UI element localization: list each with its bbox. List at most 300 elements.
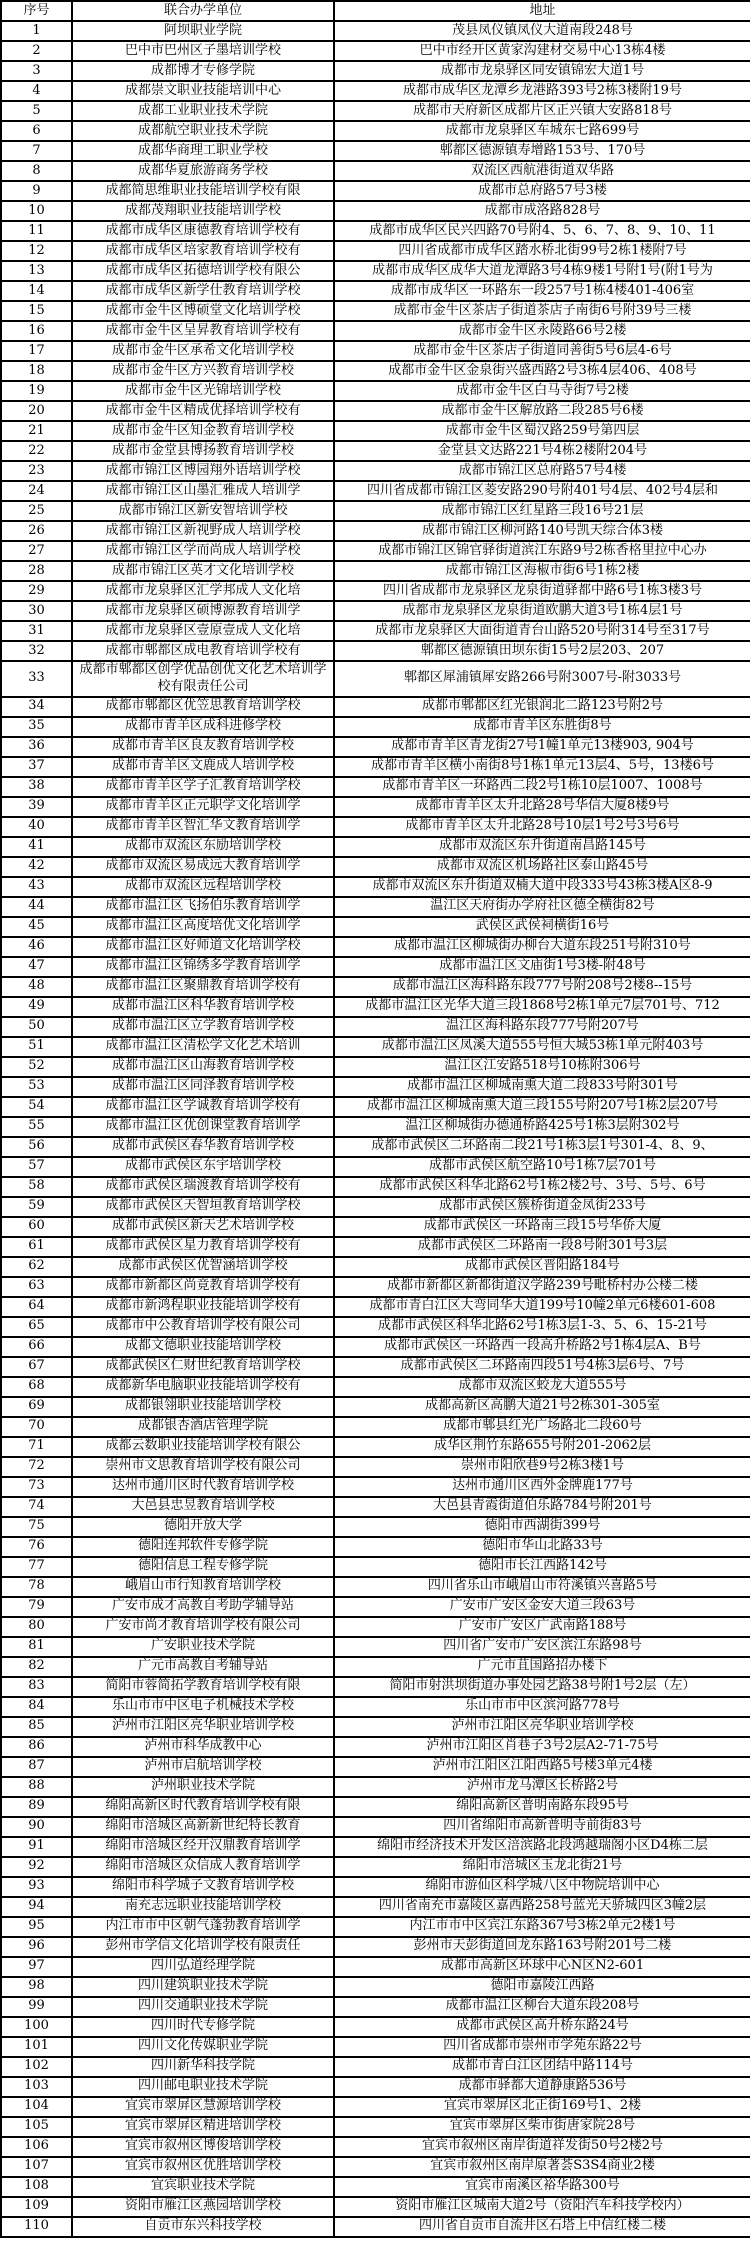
address-cell: 内江市市中区宾江东路367号3栋2单元2楼1号	[334, 1917, 750, 1937]
row-number-cell: 75	[1, 1517, 72, 1537]
address-cell: 彭州市天彭街道回龙东路163号附201号二楼	[334, 1937, 750, 1957]
row-number-cell: 100	[1, 2017, 72, 2037]
address-cell: 成都市温江区凤溪大道555号恒大城53栋1单元附403号	[334, 1037, 750, 1057]
table-row	[1, 181, 750, 201]
table-row	[1, 1577, 750, 1597]
address-cell: 郫都区德源镇寿增路153号、170号	[334, 141, 750, 161]
row-number-cell: 106	[1, 2137, 72, 2157]
school-name-cell: 成都市温江区学诚教育培训学校有	[72, 1097, 334, 1117]
school-name-cell: 彭州市学信文化培训学校有限责任	[72, 1937, 334, 1957]
table-row	[1, 1537, 750, 1557]
row-number-cell: 89	[1, 1797, 72, 1817]
table-row	[1, 897, 750, 917]
address-cell: 成都市青白江区团结中路114号	[334, 2057, 750, 2077]
table-row	[1, 321, 750, 341]
address-cell: 成都市青白江区大弯同华大道199号10幢2单元6楼601-608	[334, 1297, 750, 1317]
school-name-cell: 成都银翎职业技能培训学校	[72, 1397, 334, 1417]
table-row	[1, 2117, 750, 2137]
row-number-cell: 28	[1, 561, 72, 581]
school-name-cell: 成都市龙泉驿区汇学邦成人文化培	[72, 581, 334, 601]
school-name-cell: 德阳连邦软件专修学院	[72, 1537, 334, 1557]
table-row	[1, 2217, 750, 2237]
school-name-cell: 成都武侯区仁财世纪教育培训学校	[72, 1357, 334, 1377]
school-name-cell: 成都市金堂县博扬教育培训学校	[72, 441, 334, 461]
school-name-cell: 成都市温江区高度培优文化培训学	[72, 917, 334, 937]
table-row	[1, 1197, 750, 1217]
table-row	[1, 1237, 750, 1257]
row-number-cell: 79	[1, 1597, 72, 1617]
row-number-cell: 12	[1, 241, 72, 261]
address-cell: 广安市广安区金安大道三段63号	[334, 1597, 750, 1617]
school-name-cell: 阿坝职业学院	[72, 21, 334, 41]
address-cell: 成华区荆竹东路655号附201-2062层	[334, 1437, 750, 1457]
row-number-cell: 46	[1, 937, 72, 957]
school-name-cell: 成都市武侯区优智涵培训学校	[72, 1257, 334, 1277]
school-name-cell: 成都简思维职业技能培训学校有限	[72, 181, 334, 201]
table-row	[1, 201, 750, 221]
row-number-cell: 98	[1, 1977, 72, 1997]
address-cell: 成都市锦江区海椒市街6号1栋2楼	[334, 561, 750, 581]
school-name-cell: 泸州市江阳区亮华职业培训学校	[72, 1717, 334, 1737]
address-cell: 双流区西航港街道双华路	[334, 161, 750, 181]
school-name-cell: 成都市成华区培家教育培训学校有	[72, 241, 334, 261]
row-number-cell: 5	[1, 101, 72, 121]
school-name-cell: 成都市锦江区新安智培训学校	[72, 501, 334, 521]
table-row	[1, 837, 750, 857]
address-cell: 成都市龙泉驿区龙泉街道欧鹏大道3号1栋4层1号	[334, 601, 750, 621]
table-row	[1, 2017, 750, 2037]
school-name-cell: 四川交通职业技术学院	[72, 1997, 334, 2017]
address-cell: 成都市双流区东升街道南昌路145号	[334, 837, 750, 857]
school-name-cell: 成都银杏酒店管理学院	[72, 1417, 334, 1437]
table-row	[1, 817, 750, 837]
school-name-cell: 资阳市雁江区燕园培训学校	[72, 2197, 334, 2217]
address-cell: 成都市金牛区茶店子街道同善街5号6层4-6号	[334, 341, 750, 361]
table-row	[1, 1517, 750, 1537]
table-row	[1, 937, 750, 957]
row-number-cell: 77	[1, 1557, 72, 1577]
address-cell: 广安市广安区广武南路188号	[334, 1617, 750, 1637]
row-number-cell: 17	[1, 341, 72, 361]
row-number-cell: 1	[1, 21, 72, 41]
table-row	[1, 1057, 750, 1077]
address-cell: 四川省绵阳市高新普明寺前街83号	[334, 1817, 750, 1837]
row-number-cell: 23	[1, 461, 72, 481]
table-row	[1, 1177, 750, 1197]
table-row	[1, 1437, 750, 1457]
address-cell: 四川省南充市嘉陵区嘉西路258号蓝光天骄城四区3幢2层	[334, 1897, 750, 1917]
address-cell: 泸州市龙马潭区长桥路2号	[334, 1777, 750, 1797]
table-row	[1, 2097, 750, 2117]
row-number-cell: 70	[1, 1417, 72, 1437]
address-cell: 巴中市经开区黄家沟建材交易中心13栋4楼	[334, 41, 750, 61]
row-number-cell: 74	[1, 1497, 72, 1517]
table-row	[1, 221, 750, 241]
row-number-cell: 69	[1, 1397, 72, 1417]
row-number-cell: 76	[1, 1537, 72, 1557]
row-number-cell: 88	[1, 1777, 72, 1797]
row-number-cell: 43	[1, 877, 72, 897]
address-cell: 德阳市西湖街399号	[334, 1517, 750, 1537]
address-cell: 成都市双流区蛟龙大道555号	[334, 1377, 750, 1397]
address-cell: 成都市郫县红光广场路北二段60号	[334, 1417, 750, 1437]
address-cell: 宜宾市叙州区南岸街道祥发街50号2楼2号	[334, 2137, 750, 2157]
table-row	[1, 161, 750, 181]
school-name-cell: 绵阳市涪城区经开汉鼎教育培训学	[72, 1837, 334, 1857]
school-name-cell: 成都市新都区尚竟教育培训学校有	[72, 1277, 334, 1297]
table-row	[1, 1137, 750, 1157]
school-name-cell: 成都市温江区同泽教育培训学校	[72, 1077, 334, 1097]
school-name-cell: 成都市中公教育培训学校有限公司	[72, 1317, 334, 1337]
address-cell: 成都市青羊区横小南街8号1栋1单元13层4、5号，13楼6号	[334, 757, 750, 777]
row-number-cell: 99	[1, 1997, 72, 2017]
address-cell: 成都市温江区柳台大道东段208号	[334, 1997, 750, 2017]
table-row	[1, 361, 750, 381]
school-name-cell: 成都文德职业技能培训学校	[72, 1337, 334, 1357]
table-row	[1, 1417, 750, 1437]
school-name-cell: 成都市龙泉驿区硕博源教育培训学	[72, 601, 334, 621]
school-name-cell: 成都市温江区科华教育培训学校	[72, 997, 334, 1017]
table-row	[1, 1297, 750, 1317]
address-cell: 成都市青羊区东胜街8号	[334, 717, 750, 737]
school-name-cell: 绵阳市科学城子文教育培训学校	[72, 1877, 334, 1897]
row-number-cell: 6	[1, 121, 72, 141]
row-number-cell: 103	[1, 2077, 72, 2097]
row-number-cell: 15	[1, 301, 72, 321]
school-name-cell: 宜宾市叙州区博俊培训学校	[72, 2137, 334, 2157]
school-name-cell: 大邑县忠昱教育培训学校	[72, 1497, 334, 1517]
school-name-cell: 成都市金牛区知金教育培训学校	[72, 421, 334, 441]
table-row	[1, 1597, 750, 1617]
table-row	[1, 1957, 750, 1977]
table-row	[1, 2137, 750, 2157]
school-name-cell: 泸州市启航培训学校	[72, 1757, 334, 1777]
address-cell: 成都市武侯区二环路南四段51号4栋3层6号、7号	[334, 1357, 750, 1377]
school-name-cell: 成都市锦江区新视野成人培训学校	[72, 521, 334, 541]
table-row	[1, 917, 750, 937]
row-number-cell: 105	[1, 2117, 72, 2137]
school-name-cell: 成都市双流区易成远大教育培训学	[72, 857, 334, 877]
row-number-cell: 59	[1, 1197, 72, 1217]
column-header-school: 联合办学单位	[72, 1, 334, 21]
school-name-cell: 成都市锦江区博园翔外语培训学校	[72, 461, 334, 481]
table-row	[1, 21, 750, 41]
address-cell: 成都市武侯区科华北路62号1栋3层1-3、5、6、15-21号	[334, 1317, 750, 1337]
address-cell: 成都市成洛路828号	[334, 201, 750, 221]
row-number-cell: 9	[1, 181, 72, 201]
table-row	[1, 757, 750, 777]
address-cell: 成都市锦江区红星路三段16号21层	[334, 501, 750, 521]
table-row	[1, 1637, 750, 1657]
school-name-cell: 成都市温江区优创课堂教育培训学	[72, 1117, 334, 1137]
table-row	[1, 717, 750, 737]
row-number-cell: 80	[1, 1617, 72, 1637]
school-name-cell: 成都航空职业技术学院	[72, 121, 334, 141]
school-name-cell: 四川建筑职业技术学院	[72, 1977, 334, 1997]
table-row	[1, 1277, 750, 1297]
row-number-cell: 102	[1, 2057, 72, 2077]
table-row	[1, 1737, 750, 1757]
school-name-cell: 成都市青羊区智汇华文教育培训学	[72, 817, 334, 837]
address-cell: 成都市龙泉驿区同安镇锦宏大道1号	[334, 61, 750, 81]
school-name-cell: 成都市成华区拓德培训学校有限公	[72, 261, 334, 281]
row-number-cell: 10	[1, 201, 72, 221]
address-cell: 郫都区犀浦镇犀安路266号附3007号-附3033号	[334, 661, 750, 697]
school-name-cell: 崇州市文思教育培训学校有限公司	[72, 1457, 334, 1477]
address-cell: 乐山市市中区滨河路778号	[334, 1697, 750, 1717]
school-name-cell: 成都市青羊区文鹿成人培训学校	[72, 757, 334, 777]
address-cell: 四川省成都市崇州市学苑东路22号	[334, 2037, 750, 2057]
school-name-cell: 成都市郫都区优笠思教育培训学校	[72, 697, 334, 717]
school-name-cell: 内江市市中区朝气蓬勃教育培训学	[72, 1917, 334, 1937]
school-name-cell: 宜宾市翠屏区精进培训学校	[72, 2117, 334, 2137]
school-name-cell: 四川新华科技学院	[72, 2057, 334, 2077]
row-number-cell: 3	[1, 61, 72, 81]
table-row	[1, 1777, 750, 1797]
row-number-cell: 44	[1, 897, 72, 917]
address-cell: 成都市武侯区簇桥街道金凤街233号	[334, 1197, 750, 1217]
address-cell: 金堂县文达路221号4栋2楼附204号	[334, 441, 750, 461]
row-number-cell: 8	[1, 161, 72, 181]
address-cell: 成都市高新区环球中心N区N2-601	[334, 1957, 750, 1977]
school-name-cell: 成都市青羊区正元职学文化培训学	[72, 797, 334, 817]
school-name-cell: 四川文化传媒职业学院	[72, 2037, 334, 2057]
school-name-cell: 成都市武侯区春华教育培训学校	[72, 1137, 334, 1157]
row-number-cell: 110	[1, 2217, 72, 2237]
table-row	[1, 1817, 750, 1837]
address-cell: 成都市金牛区金泉街兴盛西路2号3栋4层406、408号	[334, 361, 750, 381]
table-row	[1, 737, 750, 757]
row-number-cell: 52	[1, 1057, 72, 1077]
row-number-cell: 85	[1, 1717, 72, 1737]
table-row	[1, 301, 750, 321]
school-name-cell: 成都茂翔职业技能培训学校	[72, 201, 334, 221]
row-number-cell: 21	[1, 421, 72, 441]
row-number-cell: 19	[1, 381, 72, 401]
row-number-cell: 20	[1, 401, 72, 421]
address-cell: 成都市武侯区二环路南一段8号附301号3层	[334, 1237, 750, 1257]
table-row	[1, 1757, 750, 1777]
school-name-cell: 成都华夏旅游商务学校	[72, 161, 334, 181]
address-cell: 四川省成都市成华区踏水桥北街99号2栋1楼附7号	[334, 241, 750, 261]
school-name-cell: 成都市金牛区精成优择培训学校有	[72, 401, 334, 421]
school-name-cell: 成都市青羊区成科进修学校	[72, 717, 334, 737]
address-cell: 宜宾市翠屏区北正街169号1、2楼	[334, 2097, 750, 2117]
school-name-cell: 成都市成华区新学仕教育培训学校	[72, 281, 334, 301]
school-name-cell: 成都市金牛区博硕堂文化培训学校	[72, 301, 334, 321]
address-cell: 成都市武侯区一环路南三段15号华侨大厦	[334, 1217, 750, 1237]
address-cell: 资阳市雁江区城南大道2号（资阳汽车科技学校内）	[334, 2197, 750, 2217]
school-name-cell: 成都市温江区飞扬伯乐教育培训学	[72, 897, 334, 917]
address-cell: 四川省广安市广安区滨江东路98号	[334, 1637, 750, 1657]
row-number-cell: 25	[1, 501, 72, 521]
address-cell: 成都市温江区柳城南熏大道三段155号附207号1栋2层207号	[334, 1097, 750, 1117]
table-row	[1, 401, 750, 421]
school-name-cell: 成都崇文职业技能培训中心	[72, 81, 334, 101]
address-cell: 温江区海科路东段777号附207号	[334, 1017, 750, 1037]
row-number-cell: 92	[1, 1857, 72, 1877]
row-number-cell: 97	[1, 1957, 72, 1977]
table-row	[1, 2037, 750, 2057]
address-cell: 绵阳市涪城区玉龙北街21号	[334, 1857, 750, 1877]
table-row	[1, 2177, 750, 2197]
address-cell: 泸州市江阳区肖巷子3号2层A2-71-75号	[334, 1737, 750, 1757]
school-name-cell: 简阳市蓉简拓学教育培训学校有限	[72, 1677, 334, 1697]
address-cell: 成都市新都区新都街道汉学路239号毗桥村办公楼二楼	[334, 1277, 750, 1297]
address-cell: 成都市金牛区永陵路66号2楼	[334, 321, 750, 341]
table-row	[1, 2057, 750, 2077]
table-row	[1, 441, 750, 461]
row-number-cell: 34	[1, 697, 72, 717]
table-row	[1, 1677, 750, 1697]
address-cell: 成都市武侯区科华北路62号1栋2楼2号、3号、5号、6号	[334, 1177, 750, 1197]
row-number-cell: 109	[1, 2197, 72, 2217]
address-cell: 成都市郫都区红光银润北二路123号附2号	[334, 697, 750, 717]
address-cell: 成都市青羊区太升北路28号10层1号2号3号6号	[334, 817, 750, 837]
address-cell: 成都市武侯区航空路10号1栋7层701号	[334, 1157, 750, 1177]
row-number-cell: 24	[1, 481, 72, 501]
address-cell: 泸州市江阳区江阳西路5号楼3单元4楼	[334, 1757, 750, 1777]
row-number-cell: 65	[1, 1317, 72, 1337]
row-number-cell: 62	[1, 1257, 72, 1277]
table-row	[1, 1317, 750, 1337]
school-name-cell: 达州市通川区时代教育培训学校	[72, 1477, 334, 1497]
table-row	[1, 1257, 750, 1277]
row-number-cell: 57	[1, 1157, 72, 1177]
address-cell: 成都市温江区光华大道三段1868号2栋1单元7层701号、712	[334, 997, 750, 1017]
table-row	[1, 1617, 750, 1637]
school-name-cell: 成都市锦江区山墨汇雅成人培训学	[72, 481, 334, 501]
row-number-cell: 108	[1, 2177, 72, 2197]
address-cell: 四川省成都市锦江区菱安路290号附401号4层、402号4层和	[334, 481, 750, 501]
address-cell: 绵阳市游仙区科学城八区中物院培训中心	[334, 1877, 750, 1897]
table-row	[1, 241, 750, 261]
school-name-cell: 成都市成华区康德教育培训学校有	[72, 221, 334, 241]
address-cell: 成都市温江区海科路东段777号附208号2楼8--15号	[334, 977, 750, 997]
address-cell: 成都市锦江区锦官驿街道滨江东路9号2栋香格里拉中心办	[334, 541, 750, 561]
table-row	[1, 1037, 750, 1057]
school-name-cell: 广安职业技术学院	[72, 1637, 334, 1657]
table-row	[1, 641, 750, 661]
school-name-cell: 德阳信息工程专修学院	[72, 1557, 334, 1577]
row-number-cell: 40	[1, 817, 72, 837]
address-cell: 达州市通川区西外金牌鹿177号	[334, 1477, 750, 1497]
school-name-cell: 成都市金牛区呈昇教育培训学校有	[72, 321, 334, 341]
address-cell: 成都市成华区一环路东一段257号1栋4楼401-406室	[334, 281, 750, 301]
address-cell: 成都市成华区龙潭乡龙港路393号2栋3楼附19号	[334, 81, 750, 101]
table-row	[1, 261, 750, 281]
school-name-cell: 成都市温江区山海教育培训学校	[72, 1057, 334, 1077]
row-number-cell: 104	[1, 2097, 72, 2117]
school-name-cell: 四川弘道经理学院	[72, 1957, 334, 1977]
address-cell: 温江区天府街办学府社区德全横街82号	[334, 897, 750, 917]
table-row	[1, 1717, 750, 1737]
school-name-cell: 成都市金牛区承希文化培训学校	[72, 341, 334, 361]
row-number-cell: 60	[1, 1217, 72, 1237]
row-number-cell: 36	[1, 737, 72, 757]
address-cell: 成都市温江区柳城南熏大道二段833号附301号	[334, 1077, 750, 1097]
school-name-cell: 成都市双流区东励培训学校	[72, 837, 334, 857]
row-number-cell: 101	[1, 2037, 72, 2057]
row-number-cell: 48	[1, 977, 72, 997]
table-row	[1, 1657, 750, 1677]
table-row	[1, 1837, 750, 1857]
row-number-cell: 72	[1, 1457, 72, 1477]
address-cell: 四川省乐山市峨眉山市符溪镇兴喜路5号	[334, 1577, 750, 1597]
table-row	[1, 2157, 750, 2177]
table-row	[1, 521, 750, 541]
row-number-cell: 33	[1, 661, 72, 697]
address-cell: 成都市青羊区太升北路28号华信大厦8楼9号	[334, 797, 750, 817]
table-row	[1, 61, 750, 81]
row-number-cell: 87	[1, 1757, 72, 1777]
row-number-cell: 47	[1, 957, 72, 977]
address-cell: 成都市金牛区茶店子街道茶店子南街6号附39号三楼	[334, 301, 750, 321]
address-cell: 宜宾市叙州区南岸原著荟S3S4商业2楼	[334, 2157, 750, 2177]
row-number-cell: 22	[1, 441, 72, 461]
table-row	[1, 1157, 750, 1177]
row-number-cell: 94	[1, 1897, 72, 1917]
address-cell: 成都市成华区民兴四路70号附4、5、6、7、8、9、10、11	[334, 221, 750, 241]
table-row	[1, 1377, 750, 1397]
table-row	[1, 1477, 750, 1497]
school-name-cell: 成都市温江区聚鼎教育培训学校有	[72, 977, 334, 997]
address-cell: 成都市双流区东升街道双楠大道中段333号43栋3楼A区8-9	[334, 877, 750, 897]
school-name-cell: 成都市温江区好师道文化培训学校	[72, 937, 334, 957]
row-number-cell: 55	[1, 1117, 72, 1137]
school-name-cell: 成都市新鸿程职业技能培训学校有	[72, 1297, 334, 1317]
row-number-cell: 63	[1, 1277, 72, 1297]
table-row	[1, 581, 750, 601]
school-name-cell: 成都市锦江区学而尚成人培训学校	[72, 541, 334, 561]
row-number-cell: 42	[1, 857, 72, 877]
row-number-cell: 30	[1, 601, 72, 621]
row-number-cell: 49	[1, 997, 72, 1017]
address-cell: 成都市成华区成华大道龙潭路3号4栋9楼1号附1号(附1号为	[334, 261, 750, 281]
table-row	[1, 341, 750, 361]
school-name-cell: 宜宾市叙州区优胜培训学校	[72, 2157, 334, 2177]
table-row	[1, 1697, 750, 1717]
school-name-cell: 德阳开放大学	[72, 1517, 334, 1537]
address-cell: 成都市武侯区二环路南二段21号1栋3层1号301-4、8、9、	[334, 1137, 750, 1157]
table-row	[1, 121, 750, 141]
address-cell: 成都市武侯区高升桥东路24号	[334, 2017, 750, 2037]
table-row	[1, 697, 750, 717]
address-cell: 成都市驿都大道静康路536号	[334, 2077, 750, 2097]
address-cell: 成都市锦江区柳河路140号凯天综合体3楼	[334, 521, 750, 541]
row-number-cell: 27	[1, 541, 72, 561]
school-name-cell: 成都云数职业技能培训学校有限公	[72, 1437, 334, 1457]
table-row	[1, 661, 750, 697]
address-cell: 崇州市阳欣巷9号2栋3楼1号	[334, 1457, 750, 1477]
address-cell: 成都市金牛区白马寺街7号2楼	[334, 381, 750, 401]
table-body	[1, 21, 750, 2237]
table-row	[1, 877, 750, 897]
table-row	[1, 81, 750, 101]
address-cell: 郫都区德源镇田坝东街15号2层203、207	[334, 641, 750, 661]
row-number-cell: 91	[1, 1837, 72, 1857]
row-number-cell: 95	[1, 1917, 72, 1937]
table-row	[1, 1217, 750, 1237]
row-number-cell: 37	[1, 757, 72, 777]
table-row	[1, 101, 750, 121]
school-name-cell: 成都市双流区远程培训学校	[72, 877, 334, 897]
table-row	[1, 1977, 750, 1997]
table-row	[1, 777, 750, 797]
row-number-cell: 107	[1, 2157, 72, 2177]
school-name-cell: 成都市武侯区东宇培训学校	[72, 1157, 334, 1177]
school-name-cell: 绵阳市涪城区众信成人教育培训学	[72, 1857, 334, 1877]
